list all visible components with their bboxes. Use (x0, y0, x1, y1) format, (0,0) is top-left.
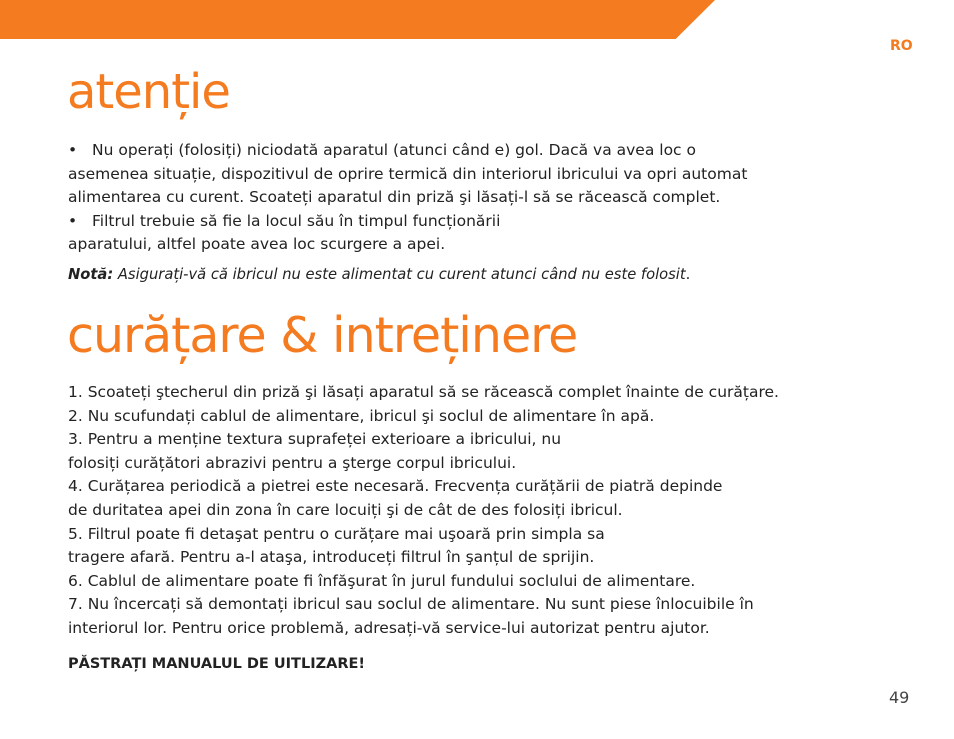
attention-item-1-line-1: • Nu operați (folosiți) niciodată aparatul (atunci când e) gol. Dacă va avea loc o (68, 139, 858, 163)
cleaning-title: curățare & intreținere (67, 307, 578, 364)
step-2: 2. Nu scufundați cablul de alimentare, ibricul şi soclul de alimentare în apă. (68, 406, 655, 425)
attention-item-1-line-2: asemenea situație, dispozitivul de oprire termică din interiorul ibricului va opri automat (68, 164, 748, 183)
attention-title: atenție (67, 64, 230, 120)
cleaning-steps (68, 381, 858, 641)
step-6: 6. Cablul de alimentare poate fi înfăşurat în jurul fundului soclului de alimentare. (68, 571, 696, 590)
keep-manual-notice: PĂSTRAȚI MANUALUL DE UITLIZARE! (68, 656, 366, 672)
step-5-line-1: 5. Filtrul poate fi detaşat pentru o curățare mai uşoară prin simpla sa (68, 524, 605, 543)
step-5-line-2: tragere afară. Pentru a-l ataşa, introduceți filtrul în şanțul de sprijin. (68, 548, 595, 567)
page-number: 49 (889, 688, 910, 707)
step-4-line-1: 4. Curățarea periodică a pietrei este necesară. Frecvența curățării de piatră depinde (68, 477, 723, 496)
note-text: Asigurați-vă că ibricul nu este alimentat cu curent atunci când nu este folosit (113, 266, 686, 283)
attention-list (68, 139, 858, 257)
step-4-line-2: de duritatea apei din zona în care locuiți şi de cât de des folosiți ibricul. (68, 500, 623, 519)
step-3-line-1: 3. Pentru a menține textura suprafeței exterioare a ibricului, nu (68, 430, 562, 449)
step-1: 1. Scoateți ştecherul din priză şi lăsați aparatul să se răcească complet înainte de curățare. (68, 383, 779, 401)
step-3-line-2: folosiți curățători abrazivi pentru a şterge corpul ibricului. (68, 453, 517, 472)
step-7-line-1: 7. Nu încercați să demontați ibricul sau soclul de alimentare. Nu sunt piese înlocuibile în (68, 595, 754, 614)
bullet: • (68, 141, 78, 159)
attention-item-1-line-3: alimentarea cu curent. Scoateți aparatul din priză şi lăsați-l să se răcească complet. (68, 188, 721, 207)
attention-item-2-line-1: • Filtrul trebuie să fie la locul său în timpul funcționării (68, 210, 858, 234)
step-7-line-2: interiorul lor. Pentru orice problemă, adresați-vă service-lui autorizat pentru ajutor. (68, 618, 710, 637)
note-suffix: . (685, 266, 691, 283)
note-label: Notă: (68, 266, 114, 283)
note (68, 264, 690, 286)
header-accent-bar (0, 0, 715, 39)
attention-item-2-line-2: aparatului, altfel poate avea loc scurgere a apei. (68, 235, 446, 254)
bullet: • (68, 211, 78, 230)
language-code: RO (890, 38, 913, 54)
